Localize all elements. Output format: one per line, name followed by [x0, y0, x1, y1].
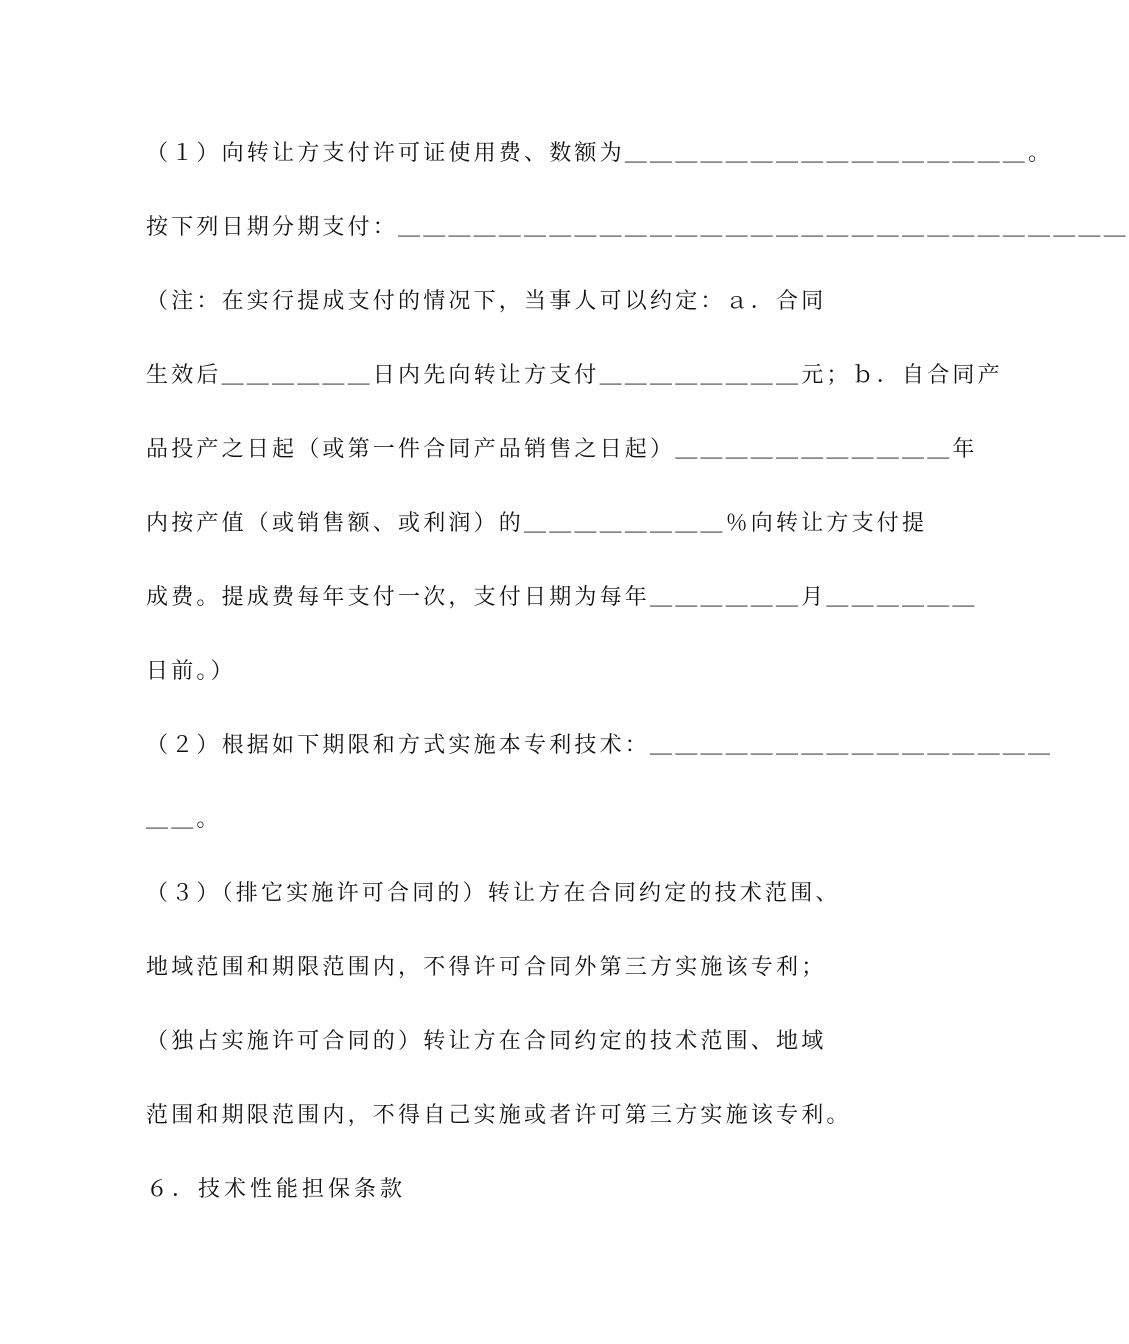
section-6-heading: ６．技术性能担保条款	[146, 1177, 407, 1202]
note-line-6: 日前。）	[146, 659, 236, 684]
clause-3-line-2: 地域范围和期限范围内，不得许可合同外第三方实施该专利；	[146, 955, 827, 980]
note-line-5: 成费。提成费每年支付一次，支付日期为每年＿＿＿＿＿＿月＿＿＿＿＿＿	[146, 585, 978, 610]
clause-3-line-3: （独占实施许可合同的）转让方在合同约定的技术范围、地域	[146, 1029, 827, 1054]
clause-2-line-1: （２）根据如下期限和方式实施本专利技术：＿＿＿＿＿＿＿＿＿＿＿＿＿＿＿＿	[146, 733, 1054, 758]
note-line-4: 内按产值（或销售额、或利润）的＿＿＿＿＿＿＿＿％向转让方支付提	[146, 511, 928, 536]
clause-3-line-4: 范围和期限范围内，不得自己实施或者许可第三方实施该专利。	[146, 1103, 852, 1128]
note-line-2: 生效后＿＿＿＿＿＿日内先向转让方支付＿＿＿＿＿＿＿＿元；ｂ．自合同产	[146, 363, 1003, 388]
clause-2-line-2: ＿＿。	[146, 807, 222, 832]
note-line-3: 品投产之日起（或第一件合同产品销售之日起）＿＿＿＿＿＿＿＿＿＿＿年	[146, 437, 978, 462]
clause-1-fee-amount: （１）向转让方支付许可证使用费、数额为＿＿＿＿＿＿＿＿＿＿＿＿＿＿＿＿。	[146, 141, 1054, 166]
clause-3-line-1: （３）（排它实施许可合同的）转让方在合同约定的技术范围、	[146, 881, 841, 906]
clause-1-installment-dates: 按下列日期分期支付：＿＿＿＿＿＿＿＿＿＿＿＿＿＿＿＿＿＿＿＿＿＿＿＿＿＿＿＿＿	[146, 215, 1129, 240]
note-line-1: （注：在实行提成支付的情况下，当事人可以约定：ａ．合同	[146, 289, 827, 314]
